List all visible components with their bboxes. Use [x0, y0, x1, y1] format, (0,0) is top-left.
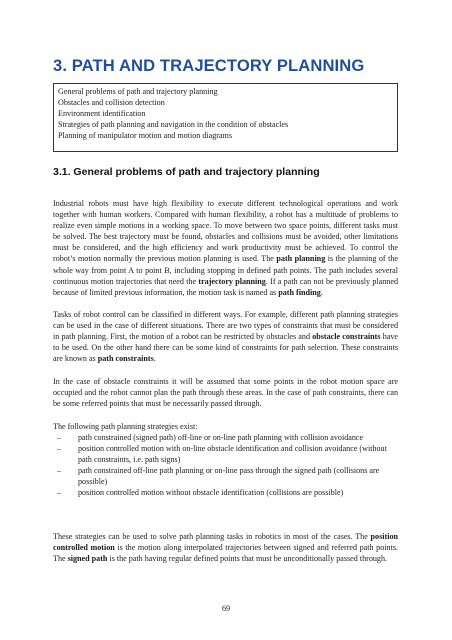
contents-item: Environment identification — [58, 108, 146, 118]
section-title: 3.1. General problems of path and trajectory planning — [53, 166, 320, 178]
contents-item: Strategies of path planning and navigation in the condition of obstacles — [58, 119, 289, 129]
paragraph-constraints: Tasks of robot control can be classified in different ways. For example, different path planning strategies can be used in the case of different situations. There are two types of constraints that must be considered in path planning. First, the motion of a robot can be restricted by obstacles and obstacle constraints have to be used. On the other hand there can be some kind of constraints for path selection. These constraints are known as path constraints. — [53, 310, 398, 364]
term-trajectory-planning: trajectory planning — [198, 276, 266, 286]
list-item: – position controlled motion with on-line obstacle identification and collision avoidance (without path constraints, i.e. path signs) — [57, 444, 387, 465]
term-signed-path: signed path — [67, 554, 108, 564]
paragraph-strategies-intro: The following path planning strategies exist: — [53, 422, 198, 431]
chapter-contents-box — [53, 83, 398, 152]
paragraph-obstacle-case: In the case of obstacle constraints it will be assumed that some points in the robot motion space are occupied and the robot cannot plan the path through these areas. In the case of path constraints, there can be some referred points that must be necessarily passed through. — [53, 377, 398, 409]
paragraph-strategies-use: These strategies can be used to solve path planning tasks in robotics in most of the cases. The position controlled motion is the motion along interpolated trajectories between signed and referred path points. The signed path is the path having regular defined points that must be unconditionally passed through. — [53, 532, 398, 564]
page-number: 69 — [221, 604, 231, 613]
chapter-title: 3. PATH AND TRAJECTORY PLANNING — [53, 56, 365, 75]
contents-item: Planning of manipulator motion and motion diagrams — [58, 130, 232, 140]
list-item: – position controlled motion without obstacle identification (collisions are possible) — [57, 488, 344, 498]
paragraph-intro: Industrial robots must have high flexibility to execute different technological operations and work together with human workers. Compared with human flexibility, a robot has a multitude of problems to realize even simple motions in a working space. To move between two space points, different tasks must be solved. The best trajectory must be found, obstacles and collisions must be avoided, other limitations must be considered, and the high efficiency and work productivity must be achieved. To control the robot’s motion normally the previous motion planning is used. The path planning is the planning of the whole way from point A to point B, including stopping in defined path points. The path includes several continuous motion trajectories that need the trajectory planning. If a path can not be previously planned because of limited previous information, the motion task is named as path finding. — [53, 199, 399, 297]
term-position-controlled-motion: position controlled motion — [53, 532, 398, 553]
strategies-list — [53, 432, 398, 499]
term-path-planning: path planning — [276, 254, 326, 264]
term-obstacle-constraints: obstacle constraints — [312, 332, 381, 342]
list-item: – path constrained off-line path planning or on-line pass through the signed path (collisions are possible) — [57, 466, 380, 487]
contents-item: General problems of path and trajectory planning — [58, 87, 218, 96]
term-path-finding: path finding — [278, 287, 321, 297]
contents-item: Obstacles and collision detection — [58, 97, 165, 107]
term-path-constraints: path constraints — [97, 354, 154, 364]
list-item: – path constrained (signed path) off-line or on-line path planning with collision avoidance — [57, 433, 364, 442]
